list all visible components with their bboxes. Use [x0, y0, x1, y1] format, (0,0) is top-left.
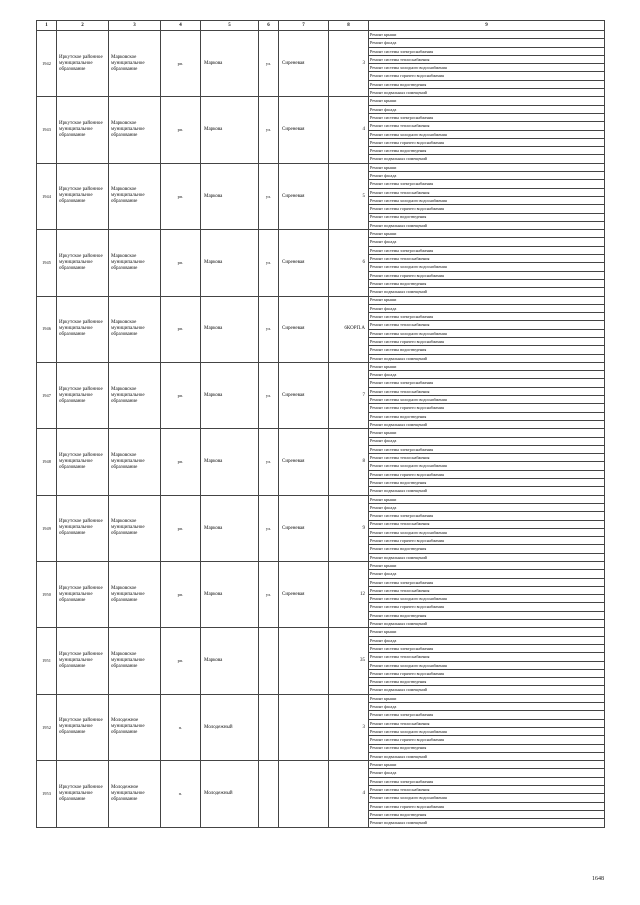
settlement-name: Марковское муниципальное образование [109, 362, 161, 428]
street-type [259, 761, 279, 827]
street-type: ул. [259, 562, 279, 628]
work-item: Ремонт подвальных помещений [369, 288, 605, 296]
street-name [279, 761, 329, 827]
col-header-3: 3 [109, 21, 161, 31]
house-number: 4 [329, 97, 369, 163]
locality-type: рп. [161, 163, 201, 229]
locality-type: рп. [161, 429, 201, 495]
district-name: Иркутское районное муниципальное образование [57, 628, 109, 694]
district-name: Иркутское районное муниципальное образование [57, 495, 109, 561]
street-name: Сиреневая [279, 562, 329, 628]
work-item: Ремонт системы водоотведения [369, 279, 605, 287]
district-name: Иркутское районное муниципальное образование [57, 296, 109, 362]
district-name: Иркутское районное муниципальное образование [57, 97, 109, 163]
work-item: Ремонт подвальных помещений [369, 487, 605, 495]
street-type: ул. [259, 163, 279, 229]
district-name: Иркутское районное муниципальное образование [57, 562, 109, 628]
work-item: Ремонт системы холодного водоснабжения [369, 727, 605, 735]
table-row [37, 31, 605, 39]
row-number: 1951 [37, 628, 57, 694]
house-number: 6 [329, 230, 369, 296]
col-header-4: 4 [161, 21, 201, 31]
district-name: Иркутское районное муниципальное образование [57, 694, 109, 760]
house-number: 5 [329, 163, 369, 229]
work-item: Ремонт системы электроснабжения [369, 180, 605, 188]
settlement-name: Марковское муниципальное образование [109, 163, 161, 229]
work-item: Ремонт системы электроснабжения [369, 711, 605, 719]
locality-name: Молодежный [201, 761, 259, 827]
table-row [37, 694, 605, 702]
work-item: Ремонт системы водоотведения [369, 810, 605, 818]
work-item: Ремонт фасада [369, 437, 605, 445]
work-item: Ремонт системы теплоснабжения [369, 321, 605, 329]
work-item: Ремонт системы водоотведения [369, 412, 605, 420]
work-item: Ремонт системы холодного водоснабжения [369, 196, 605, 204]
street-type: ул. [259, 429, 279, 495]
work-item: Ремонт системы водоотведения [369, 611, 605, 619]
settlement-name: Марковское муниципальное образование [109, 429, 161, 495]
work-item: Ремонт подвальных помещений [369, 420, 605, 428]
work-item: Ремонт фасада [369, 570, 605, 578]
settlement-name: Марковское муниципальное образование [109, 31, 161, 97]
house-number: 12 [329, 562, 369, 628]
work-item: Ремонт системы теплоснабжения [369, 653, 605, 661]
work-item: Ремонт крыши [369, 761, 605, 769]
work-item: Ремонт подвальных помещений [369, 553, 605, 561]
work-item: Ремонт крыши [369, 230, 605, 238]
work-item: Ремонт подвальных помещений [369, 89, 605, 97]
work-item: Ремонт системы холодного водоснабжения [369, 329, 605, 337]
settlement-name: Марковское муниципальное образование [109, 562, 161, 628]
work-item: Ремонт фасада [369, 304, 605, 312]
work-item: Ремонт системы теплоснабжения [369, 188, 605, 196]
district-name: Иркутское районное муниципальное образование [57, 761, 109, 827]
settlement-name: Марковское муниципальное образование [109, 230, 161, 296]
work-item: Ремонт подвальных помещений [369, 752, 605, 760]
work-item: Ремонт системы горячего водоснабжения [369, 138, 605, 146]
table-row [37, 362, 605, 370]
locality-type: п. [161, 694, 201, 760]
work-item: Ремонт фасада [369, 105, 605, 113]
work-item: Ремонт системы горячего водоснабжения [369, 470, 605, 478]
house-number: 3 [329, 31, 369, 97]
work-item: Ремонт системы холодного водоснабжения [369, 130, 605, 138]
street-type: ул. [259, 97, 279, 163]
work-item: Ремонт крыши [369, 31, 605, 39]
work-item: Ремонт системы горячего водоснабжения [369, 404, 605, 412]
row-number: 1953 [37, 761, 57, 827]
work-item: Ремонт системы холодного водоснабжения [369, 396, 605, 404]
header-row [37, 21, 605, 31]
work-item: Ремонт крыши [369, 296, 605, 304]
street-name: Сиреневая [279, 230, 329, 296]
work-item: Ремонт системы водоотведения [369, 346, 605, 354]
work-item: Ремонт крыши [369, 495, 605, 503]
table-row [37, 495, 605, 503]
work-item: Ремонт системы теплоснабжения [369, 122, 605, 130]
house-number: 4 [329, 761, 369, 827]
work-item: Ремонт системы холодного водоснабжения [369, 661, 605, 669]
locality-name: Молодежный [201, 694, 259, 760]
col-header-6: 6 [259, 21, 279, 31]
row-number: 1947 [37, 362, 57, 428]
street-name: Сиреневая [279, 495, 329, 561]
locality-name: Маркова [201, 163, 259, 229]
locality-name: Маркова [201, 628, 259, 694]
work-item: Ремонт системы теплоснабжения [369, 255, 605, 263]
work-item: Ремонт системы горячего водоснабжения [369, 669, 605, 677]
table-row [37, 163, 605, 171]
street-type: ул. [259, 296, 279, 362]
col-header-8: 8 [329, 21, 369, 31]
district-name: Иркутское районное муниципальное образование [57, 31, 109, 97]
col-header-2: 2 [57, 21, 109, 31]
locality-name: Маркова [201, 97, 259, 163]
district-name: Иркутское районное муниципальное образование [57, 429, 109, 495]
work-item: Ремонт фасада [369, 371, 605, 379]
table-row [37, 97, 605, 105]
work-item: Ремонт системы теплоснабжения [369, 586, 605, 594]
work-item: Ремонт системы горячего водоснабжения [369, 205, 605, 213]
work-item: Ремонт системы горячего водоснабжения [369, 802, 605, 810]
work-item: Ремонт системы холодного водоснабжения [369, 64, 605, 72]
work-item: Ремонт системы водоотведения [369, 80, 605, 88]
table-row [37, 761, 605, 769]
house-number: 6КОРП.А [329, 296, 369, 362]
locality-name: Маркова [201, 429, 259, 495]
work-item: Ремонт крыши [369, 429, 605, 437]
work-item: Ремонт крыши [369, 562, 605, 570]
district-name: Иркутское районное муниципальное образование [57, 362, 109, 428]
table-row [37, 429, 605, 437]
street-name: Сиреневая [279, 163, 329, 229]
house-number: 8 [329, 429, 369, 495]
row-number: 1950 [37, 562, 57, 628]
locality-type: рп. [161, 362, 201, 428]
work-item: Ремонт крыши [369, 362, 605, 370]
work-item: Ремонт системы теплоснабжения [369, 55, 605, 63]
work-item: Ремонт фасада [369, 636, 605, 644]
work-item: Ремонт системы холодного водоснабжения [369, 595, 605, 603]
locality-type: рп. [161, 495, 201, 561]
work-item: Ремонт крыши [369, 628, 605, 636]
locality-type: рп. [161, 296, 201, 362]
work-item: Ремонт системы электроснабжения [369, 379, 605, 387]
locality-name: Маркова [201, 362, 259, 428]
locality-type: рп. [161, 31, 201, 97]
work-item: Ремонт системы электроснабжения [369, 578, 605, 586]
work-item: Ремонт системы теплоснабжения [369, 520, 605, 528]
work-item: Ремонт системы холодного водоснабжения [369, 263, 605, 271]
locality-type: рп. [161, 230, 201, 296]
work-item: Ремонт фасада [369, 39, 605, 47]
work-item: Ремонт системы электроснабжения [369, 47, 605, 55]
work-item: Ремонт крыши [369, 163, 605, 171]
work-item: Ремонт системы теплоснабжения [369, 719, 605, 727]
work-item: Ремонт системы водоотведения [369, 147, 605, 155]
locality-name: Маркова [201, 31, 259, 97]
work-item: Ремонт подвальных помещений [369, 620, 605, 628]
work-item: Ремонт системы горячего водоснабжения [369, 337, 605, 345]
work-item: Ремонт системы электроснабжения [369, 512, 605, 520]
work-item: Ремонт системы горячего водоснабжения [369, 271, 605, 279]
row-number: 1944 [37, 163, 57, 229]
work-item: Ремонт системы теплоснабжения [369, 786, 605, 794]
street-type: ул. [259, 230, 279, 296]
work-item: Ремонт фасада [369, 703, 605, 711]
street-name: Сиреневая [279, 296, 329, 362]
street-type: ул. [259, 495, 279, 561]
work-item: Ремонт подвальных помещений [369, 221, 605, 229]
work-item: Ремонт системы электроснабжения [369, 777, 605, 785]
table-row [37, 628, 605, 636]
work-item: Ремонт системы водоотведения [369, 213, 605, 221]
work-item: Ремонт крыши [369, 97, 605, 105]
house-number: 3 [329, 694, 369, 760]
settlement-name: Марковское муниципальное образование [109, 628, 161, 694]
col-header-7: 7 [279, 21, 329, 31]
work-item: Ремонт системы горячего водоснабжения [369, 603, 605, 611]
row-number: 1943 [37, 97, 57, 163]
work-item: Ремонт системы электроснабжения [369, 246, 605, 254]
row-number: 1948 [37, 429, 57, 495]
col-header-9: 9 [369, 21, 605, 31]
work-item: Ремонт фасада [369, 769, 605, 777]
work-item: Ремонт системы водоотведения [369, 545, 605, 553]
work-item: Ремонт системы электроснабжения [369, 644, 605, 652]
work-item: Ремонт фасада [369, 172, 605, 180]
house-number: 35 [329, 628, 369, 694]
work-item: Ремонт системы теплоснабжения [369, 454, 605, 462]
repair-table [36, 20, 605, 828]
work-item: Ремонт системы холодного водоснабжения [369, 528, 605, 536]
work-item: Ремонт фасада [369, 503, 605, 511]
settlement-name: Марковское муниципальное образование [109, 495, 161, 561]
locality-name: Маркова [201, 562, 259, 628]
work-item: Ремонт системы горячего водоснабжения [369, 736, 605, 744]
table-row [37, 562, 605, 570]
street-name [279, 694, 329, 760]
district-name: Иркутское районное муниципальное образование [57, 230, 109, 296]
work-item: Ремонт системы водоотведения [369, 678, 605, 686]
work-item: Ремонт системы горячего водоснабжения [369, 537, 605, 545]
work-item: Ремонт системы водоотведения [369, 479, 605, 487]
work-item: Ремонт системы холодного водоснабжения [369, 462, 605, 470]
locality-name: Маркова [201, 495, 259, 561]
col-header-5: 5 [201, 21, 259, 31]
row-number: 1946 [37, 296, 57, 362]
house-number: 7 [329, 362, 369, 428]
work-item: Ремонт подвальных помещений [369, 686, 605, 694]
work-item: Ремонт подвальных помещений [369, 819, 605, 827]
table-body [37, 31, 605, 828]
settlement-name: Молодежное муниципальное образование [109, 694, 161, 760]
house-number: 9 [329, 495, 369, 561]
row-number: 1949 [37, 495, 57, 561]
work-item: Ремонт системы электроснабжения [369, 313, 605, 321]
work-item: Ремонт системы горячего водоснабжения [369, 72, 605, 80]
row-number: 1952 [37, 694, 57, 760]
settlement-name: Марковское муниципальное образование [109, 97, 161, 163]
document-sheet [36, 20, 604, 828]
work-item: Ремонт системы электроснабжения [369, 445, 605, 453]
settlement-name: Марковское муниципальное образование [109, 296, 161, 362]
locality-type: рп. [161, 628, 201, 694]
district-name: Иркутское районное муниципальное образование [57, 163, 109, 229]
work-item: Ремонт системы холодного водоснабжения [369, 794, 605, 802]
col-header-1: 1 [37, 21, 57, 31]
street-name: Сиреневая [279, 429, 329, 495]
street-type: ул. [259, 31, 279, 97]
street-name: Сиреневая [279, 362, 329, 428]
work-item: Ремонт подвальных помещений [369, 155, 605, 163]
row-number: 1945 [37, 230, 57, 296]
work-item: Ремонт системы водоотведения [369, 744, 605, 752]
locality-name: Маркова [201, 296, 259, 362]
street-name: Сиреневая [279, 97, 329, 163]
work-item: Ремонт подвальных помещений [369, 354, 605, 362]
street-name [279, 628, 329, 694]
locality-type: рп. [161, 97, 201, 163]
locality-name: Маркова [201, 230, 259, 296]
work-item: Ремонт системы теплоснабжения [369, 387, 605, 395]
work-item: Ремонт системы электроснабжения [369, 113, 605, 121]
locality-type: рп. [161, 562, 201, 628]
page-number: 1648 [592, 876, 604, 882]
settlement-name: Молодежное муниципальное образование [109, 761, 161, 827]
work-item: Ремонт фасада [369, 238, 605, 246]
row-number: 1942 [37, 31, 57, 97]
street-type [259, 694, 279, 760]
street-type [259, 628, 279, 694]
street-name: Сиреневая [279, 31, 329, 97]
locality-type: п. [161, 761, 201, 827]
table-row [37, 296, 605, 304]
street-type: ул. [259, 362, 279, 428]
work-item: Ремонт крыши [369, 694, 605, 702]
table-row [37, 230, 605, 238]
